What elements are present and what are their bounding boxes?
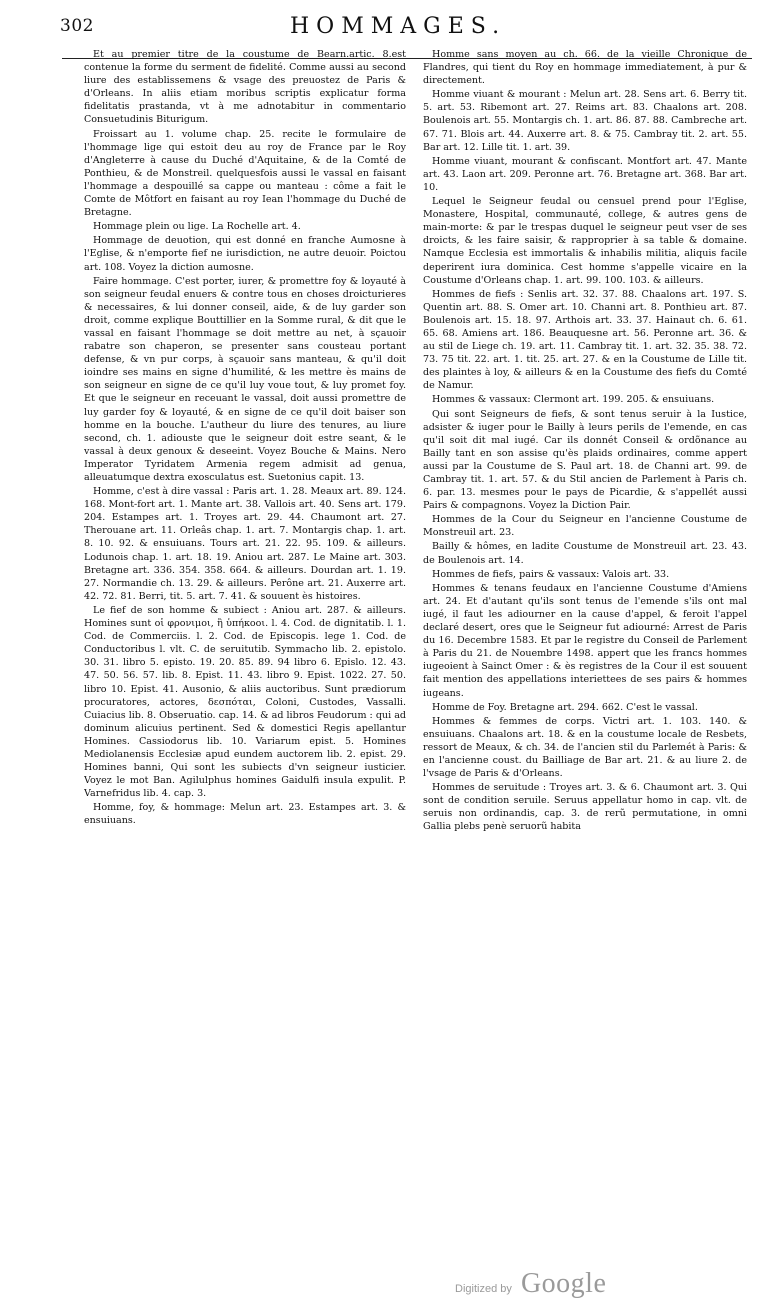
paragraph: Homme, c'est à dire vassal : Paris art. 1. 28. Meaux art. 89. 124. 168. Mont-fort art. 1. Mante art. 38. Vallois art. 40. Sens art. 179. 204. Estampes art. 1. Troyes art. 29. 44. Chaumont art. 27. Therouane art. 11. Orleâs chap. 1. art. 7. Montargis chap. 1. art. 8. 10. 92. & ensuiuans. Tours art. 21. 22. 95. 109. & ailleurs. Lodunois chap. 1. art. 18. 19. Aniou art. 287. Le Maine art. 303. Bretagne art. 336. 354. 358. 664. & ailleurs. Dourdan art. 1. 19. 27. Normandie ch. 13. 29. & ailleurs. Perône art. 21. Auxerre art. 42. 72. 81. Berri, tit. 5. art. 7. 41. & souuent ès histoires. [84,486,406,602]
left-column [84,48,406,829]
running-head: HOMMAGES. [290,14,507,39]
paragraph: Hommes de fiefs : Senlis art. 32. 37. 88. Chaalons art. 197. S. Quentin art. 88. S. Omer art. 10. Channi art. 8. Ponthieu art. 87. Boulenois art. 15. 18. 97. Arthois art. 33. 37. Hainaut ch. 6. 61. 65. 68. Amiens art. 186. Beauquesne art. 56. Peronne art. 36. & au stil de Liege ch. 19. art. 11. Cambray tit. 1. art. 32. 35. 38. 72. 73. 75 tit. 22. art. 1. tit. 25. art. 27. & en la Coustume de Lille tit. des plaintes à loy, & ailleurs & en la Coustume des fiefs du Comté de Namur. [423,288,747,392]
paragraph: Homme de Foy. Bretagne art. 294. 662. C'est le vassal. [432,701,698,713]
digitized-watermark [455,1268,606,1300]
paragraph: Hommes de fiefs, pairs & vassaux: Valois art. 33. [432,568,670,580]
paragraph: Hommage plein ou lige. La Rochelle art. 4. [93,221,301,233]
paragraph: Qui sont Seigneurs de fiefs, & sont tenus seruir à la Iustice, adsister & iuger pour le Bailly à leurs perils de l'emende, en cas qu'il soit dit mal iugé. Car ils donnét Conseil & ordõnance au Bailly tant en son assise qu'ès plaids ordinaires, comme appert aussi par la Coustume de S. Paul art. 18. de Channi art. 99. de Cambray tit. 1. art. 57. & du Stil ancien de Parlement à Paris ch. 6. par. 13. mesmes pour le pays de Picardie, & s'appellét aussi Pairs & compagnons. Voyez la Diction Pair. [423,408,747,512]
paragraph: Hommes de la Cour du Seigneur en l'ancienne Coustume de Monstreuil art. 23. [423,514,747,539]
digitized-label: Digitized by [455,1283,512,1295]
paragraph: Hommes & vassaux: Clermont art. 199. 205. & ensuiuans. [432,394,715,406]
right-column [423,48,747,835]
google-wordmark: Google [520,1268,607,1299]
paragraph: Hommes & femmes de corps. Victri art. 1. 103. 140. & ensuiuans. Chaalons art. 18. & en la coustume locale de Resbets, ressort de Meaux, & ch. 34. de l'ancien stil du Parlemét à Paris: & en l'ancienne coust. du Bailliage de Bar art. 21. & au liure 2. de l'vsage de Paris & d'Orleans. [423,715,747,780]
paragraph: Le fief de son homme & subiect : Aniou art. 287. & ailleurs. Homines sunt οἱ φρονιμοι, ἢ ὑπήκοοι. l. 4. Cod. de dignitatib. l. 1. Cod. de Commerciis. l. 2. Cod. de Episcopis. lege 1. Cod. de Conductoribus l. vlt. C. de seruitutib. Symmacho lib. 2. epistolo. 30. 31. libro 5. episto. 19. 20. 85. 89. 94 libro 6. Epislo. 12. 43. 47. 50. 56. 57. lib. 8. Epist. 11. 43. libro 9. Epist. 1022. 27. 50. libro 10. Epist. 41. Ausonio, & aliis auctoribus. Sunt prædiorum procuratores, actores, δεσπόται, Coloni, Custodes, Vassalli. Cuiacius lib. 8. Obseruatio. cap. 14. & ad libros Feudorum : qui ad dominum alicuius pertinent. Sed & domestici Regis apellantur Homines. Cassiodorus lib. 10. Variarum epist. 5. Homines Mediolanensis Ecclesiæ apud eundem auctorem lib. 2. epist. 29. Homines banni, Qui sont les subiects d'vn seigneur iusticier. Voyez le mot Ban. Agilulphus homines Gaidulfi insula expulit. P. Varnefridus lib. 4. cap. 3. [84,604,406,800]
paragraph: Bailly & hômes, en ladite Coustume de Monstreuil art. 23. 43. de Boulenois art. 14. [423,541,747,566]
paragraph: Homme viuant, mourant & confiscant. Montfort art. 47. Mante art. 43. Laon art. 209. Peronne art. 76. Bretagne art. 368. Bar art. 10. [423,155,747,193]
paragraph: Faire hommage. C'est porter, iurer, & promettre foy & loyauté à son seigneur feudal enuers & contre tous en choses droicturieres & necessaires, & lui donner conseil, aide, & de luy garder son droit, comme explique Bouttillier en la Somme rural, & dit que le vassal en faisant l'hommage se doit mettre au net, à sçauoir rabatre son chaperon, se presenter sans cousteau portant defense, & vn pur corps, à sçauoir sans manteau, & qu'il doit ioindre ses mains en signe d'humilité, & les mettre ès mains de son seigneur en signe de ce qu'il luy voue tout, & luy promet foy. Et que le seigneur en receuant le vassal, doit aussi promettre de luy garder foy & loyauté, & en signe de ce qu'il doit baiser son homme en la bouche. L'autheur du liure des tenures, au liure second, ch. 1. adiouste que le seigneur doit estre seant, & le vassal à deux genoux & deseeint. Voyez Bouche & Mains. Nero Imperator Tyridatem Armenia regem admisit ad genua, alleuatumque dextra exosculatus est. Suetonius capit. 13. [84,275,406,483]
paragraph: Et au premier titre de la coustume de Bearn.artic. 8.est contenue la forme du serment de fidelité. Comme aussi au second liure des establissemens & vsage des preuostez de Paris & d'Orleans. In aliis etiam moribus scriptis explicatur forma fidelitatis prastanda, vt à me adnotabitur in commentario Consuetudinis Biturigum. [84,49,406,126]
paragraph: Lequel le Seigneur feudal ou censuel prend pour l'Eglise, Monastere, Hospital, communauté, college, & autres gens de main-morte: & par le trespas duquel le seigneur peut vser de ses droicts, & les faire saisir, & rapproprier à sa table & domaine. Namque Ecclesia est immortalis & inhabilis militia, aliquis facile deperirent iura dominica. Cest homme s'appelle vicaire en la Coustume d'Orleans chap. 1. art. 99. 100. 103. & ailleurs. [423,196,747,286]
paragraph: Hommes & tenans feudaux en l'ancienne Coustume d'Amiens art. 24. Et d'autant qu'ils sont tenus de l'emende s'ils ont mal iugé, il faut les adiourner en la cause d'appel, & feroit l'appel declaré desert, ores que le Seigneur fut adiourné: Arrest de Paris du 16. Decembre 1583. Et par le registre du Conseil de Parlement à Paris du 21. de Nouembre 1498. appert que les francs hommes iugeoient à Sainct Omer : & ès registres de la Cour il est souuent fait mention des appellations interiettees de ses pairs & hommes iugeans. [423,582,747,699]
paragraph: Hommage de deuotion, qui est donné en franche Aumosne à l'Eglise, & n'emporte fief ne iurisdiction, ne autre deuoir. Poictou art. 108. Voyez la diction aumosne. [84,235,406,273]
page-number: 302 [60,16,94,36]
paragraph: Homme viuant & mourant : Melun art. 28. Sens art. 6. Berry tit. 5. art. 53. Ribemont art. 27. Reims art. 83. Chaalons art. 208. Boulenois art. 55. Montargis ch. 1. art. 86. 87. 88. Cambreche art. 67. 71. Blois art. 44. Auxerre art. 8. & 75. Cambray tit. 2. art. 55. Bar art. 12. Lille tit. 1. art. 39. [423,89,747,153]
paragraph: Homme, foy, & hommage: Melun art. 23. Estampes art. 3. & ensuiuans. [84,802,406,827]
paragraph: Froissart au 1. volume chap. 25. recite le formulaire de l'hommage lige qui estoit deu au roy de France par le Roy d'Angleterre à cause du Duché d'Aquitaine, & de la Comté de Ponthieu, & de Monstreil. quelquesfois aussi le vassal en faisant l'hommage a despouillé sa cappe ou manteau : côme a fait le Comte de Môtfort en faisant au roy Iean l'hommage du Duché de Bretagne. [84,128,406,219]
paragraph: Hommes de seruitude : Troyes art. 3. & 6. Chaumont art. 3. Qui sont de condition seruile. Seruus appellatur homo in cap. vlt. de seruis non ordinandis, cap. 3. de rerũ permutatione, in omni Gallia plebs penè seruorũ habita [423,782,747,833]
paragraph: Homme sans moyen au ch. 66. de la vieille Chronique de Flandres, qui tient du Roy en hommage immediatement, à pur & directement. [423,49,747,87]
